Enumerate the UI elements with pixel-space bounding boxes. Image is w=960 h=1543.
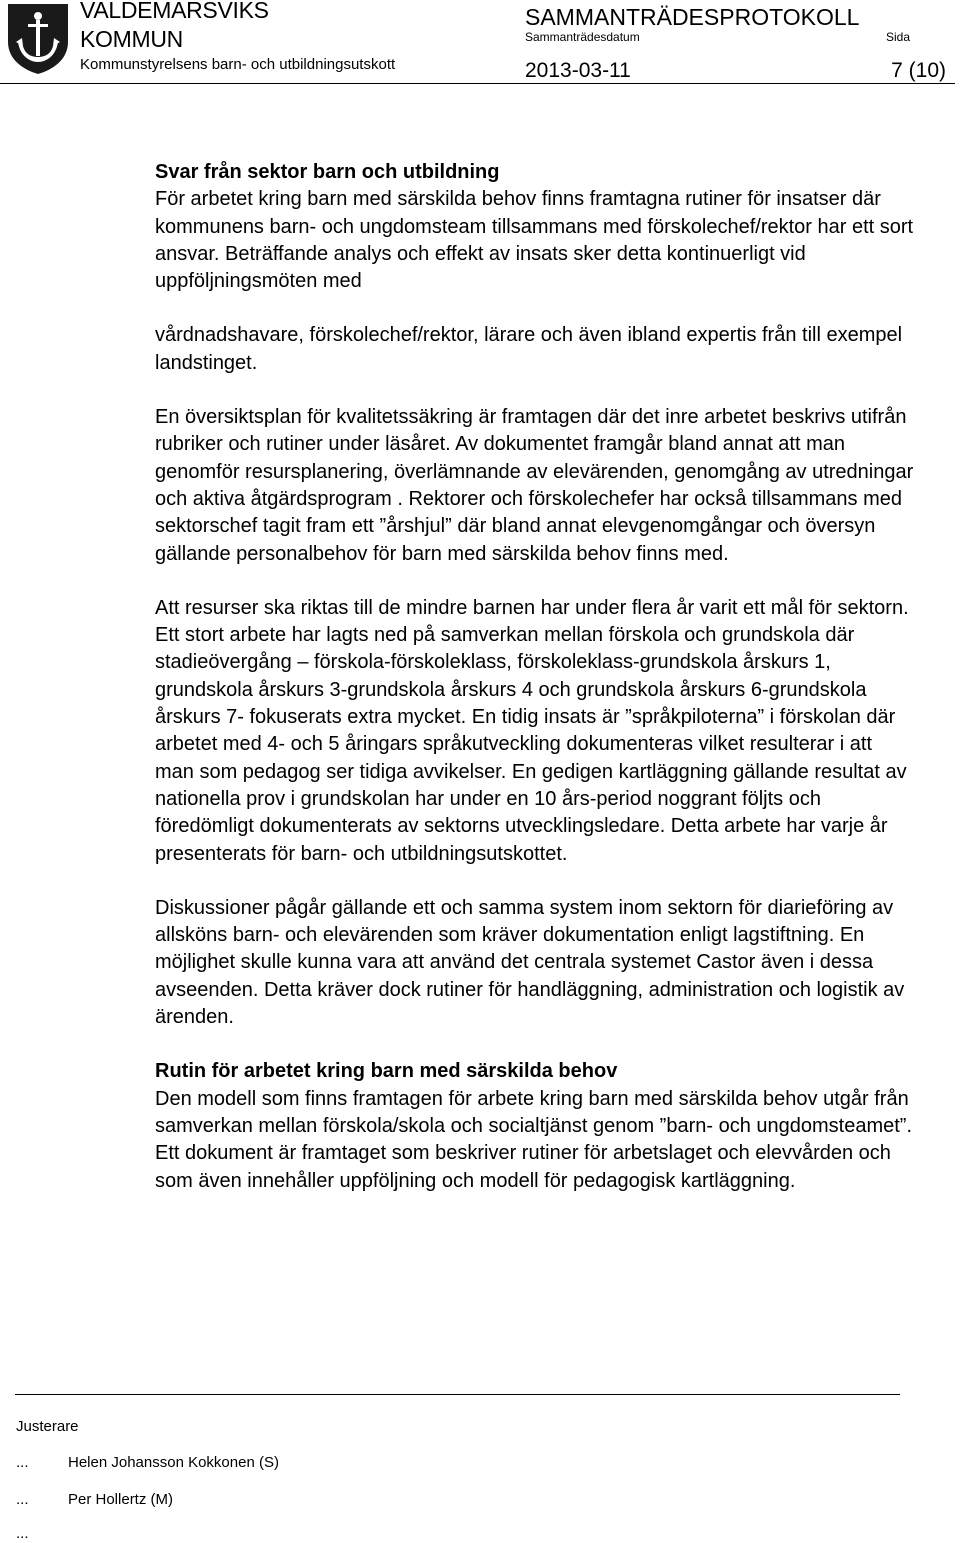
paragraph: Den modell som finns framtagen för arbete kring barn med särskilda behov utgår från samverkan mellan förskola/skola och socialtjänst genom ”barn- och ungdomsteamet”. Ett dokument är framtaget som beskriver rutiner för arbetslaget och elevvården och som även innehåller uppföljning och modell för pedagogisk kartläggning. [155,1087,913,1192]
paragraph: För arbetet kring barn med särskilda behov finns framtagna rutiner för insatser där kommunens barn- och ungdomsteam tillsammans med förskolechef/rektor har ett sort ansvar. Beträffande analys och effekt av insats sker detta kontinuerligt vid uppföljningsmöten med [155,188,914,293]
page-number: 7 (10) [891,59,946,82]
date-label: Sammanträdesdatum [525,30,640,44]
page-label: Sida [886,30,911,44]
document-type: SAMMANTRÄDESPROTOKOLL [525,4,860,30]
signature-dots: ... [16,1525,29,1542]
document-header [0,0,960,90]
section-heading: Rutin för arbetet kring barn med särskilda behov [155,1060,618,1083]
org-name-line2: KOMMUN [80,26,183,52]
signature-dots: ... [16,1454,29,1471]
signatory-name: Per Hollertz (M) [68,1491,174,1508]
header-divider [0,83,955,84]
justerare-label: Justerare [16,1418,79,1435]
org-subtitle: Kommunstyrelsens barn- och utbildningsutskott [80,56,396,73]
meeting-date: 2013-03-11 [525,59,631,82]
document-body [155,159,915,1195]
signature-line [16,1454,279,1472]
signature-dots: ... [16,1491,29,1508]
signature-divider [15,1394,900,1395]
paragraph: En översiktsplan för kvalitetssäkring är framtagen där det inre arbetet beskrivs utifrån rubriker och rutiner under läsåret. Av dokumentet framgår bland annat att man genomför resursplanering, överlämnande av elevärenden, genomgång av utredningar och aktiva åtgärdsprogram . Rektorer och förskolechefer har också tillsammans med sektorschef tagit fram ett ”årshjul” där bland annat elevgenomgångar och översyn gällande personalbehov för barn med särskilda behov finns med. [155,406,914,565]
paragraph: Att resurser ska riktas till de mindre barnen har under flera år varit ett mål för sektorn. Ett stort arbete har lagts ned på samverkan mellan förskola och grundskola där stadieövergång – förskola-förskoleklass, förskoleklass-grundskola årskurs 1, grundskola årskurs 3-grundskola årskurs 4 och grundskola årskurs 6-grundskola årskurs 7- fokuserats extra mycket. En tidig insats är ”språkpiloterna” i förskolan där arbetet med 4- och 5 åringars språkutveckling dokumenteras vilket resulterar i att man som pedagog ser tidiga avvikelser. En gedigen kartläggning gällande resultat av nationella prov i grundskolan har under en 10 års-period noggrant följts och föredömligt dokumenterats av sektorns utvecklingsledare. Detta arbete har varje år presenterats för barn- och utbildningsutskottet. [155,596,909,865]
paragraph: vårdnadshavare, förskolechef/rektor, lärare och även ibland expertis från till exempel landstinget. [155,324,903,374]
paragraph: Diskussioner pågår gällande ett och samma system inom sektorn för diarieföring av allsköns barn- och elevärenden som kräver dokumentation enligt lagstiftning. En möjlighet skulle kunna vara att använd det centrala systemet Castor även i dessa avseenden. Detta kräver dock rutiner för handläggning, administration och logistik av ärenden. [155,896,905,1029]
org-name-line1: VALDEMARSVIKS [80,0,269,23]
signature-line [16,1491,173,1509]
section-heading: Svar från sektor barn och utbildning [155,161,500,183]
municipality-crest-icon [6,2,70,76]
signature-line [16,1525,68,1543]
signatory-name: Helen Johansson Kokkonen (S) [68,1454,279,1471]
